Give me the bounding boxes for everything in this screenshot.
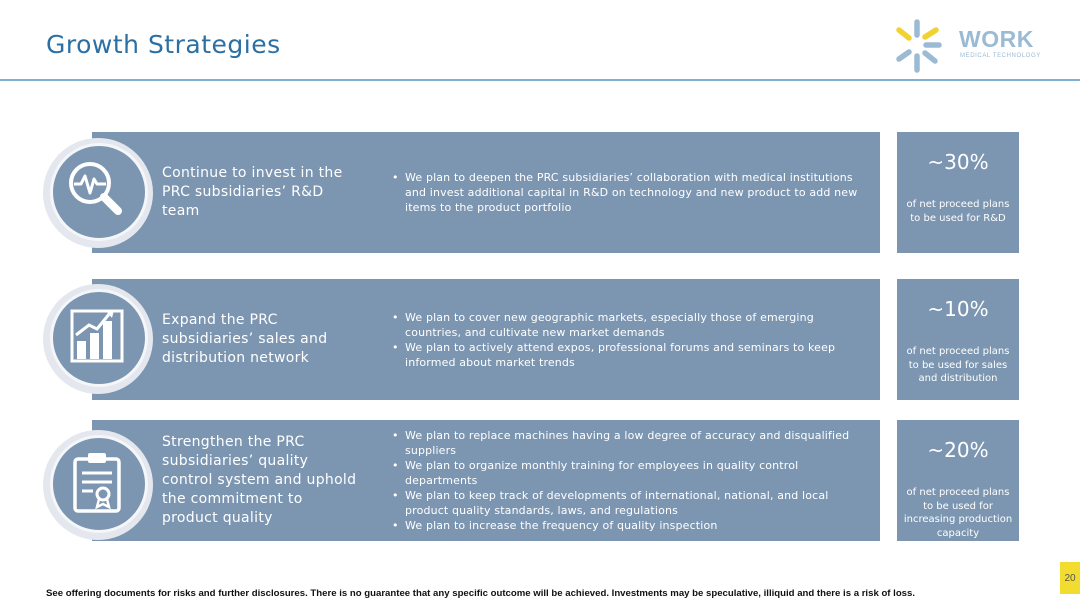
logo-wordmark: WORK bbox=[959, 26, 1034, 52]
certificate-clipboard-icon bbox=[62, 447, 134, 519]
allocation-description: of net proceed plans to be used for sales and distribution bbox=[906, 346, 1010, 384]
allocation-description: of net proceed plans to be used for increasing production capacity bbox=[903, 487, 1013, 539]
magnifier-pulse-icon bbox=[62, 155, 134, 227]
strategy-bullets bbox=[392, 279, 862, 400]
title-divider bbox=[0, 79, 1080, 81]
bullet-item: • We plan to organize monthly training for employees in quality control departments bbox=[392, 458, 862, 488]
strategy-heading: Expand the PRC subsidiaries’ sales and distribution network bbox=[162, 312, 328, 366]
logo-mark-icon bbox=[892, 16, 952, 74]
strategy-icon-badge bbox=[43, 430, 153, 540]
page-number-badge: 20 bbox=[1060, 562, 1080, 594]
page-title: Growth Strategies bbox=[46, 30, 281, 59]
allocation-percent: ~30% bbox=[927, 150, 989, 174]
strategy-bullets bbox=[392, 132, 862, 253]
growth-chart-icon bbox=[62, 301, 134, 373]
bullet-item: • We plan to increase the frequency of quality inspection bbox=[392, 518, 862, 533]
allocation-box-sales bbox=[897, 279, 1019, 400]
bullet-item: • We plan to deepen the PRC subsidiaries’ collaboration with medical institutions and invest additional capital in R&D on technology and new product to add new items to the product portfolio bbox=[392, 170, 862, 215]
disclaimer-text: See offering documents for risks and further disclosures. There is no guarantee that any specific outcome will be achieved. Investments may be speculative, illiquid and there is a risk of loss. bbox=[46, 588, 916, 599]
allocation-box-quality bbox=[897, 420, 1019, 541]
strategy-band-quality bbox=[92, 420, 880, 541]
logo-tagline: MEDICAL TECHNOLOGY bbox=[960, 53, 1041, 59]
allocation-percent: ~10% bbox=[927, 297, 989, 321]
strategy-icon-badge bbox=[43, 284, 153, 394]
bullet-item: • We plan to replace machines having a low degree of accuracy and disqualified suppliers bbox=[392, 428, 862, 458]
bullet-item: • We plan to actively attend expos, professional forums and seminars to keep informed about market trends bbox=[392, 340, 862, 370]
strategy-heading: Strengthen the PRC subsidiaries’ quality control system and uphold the commitment to product quality bbox=[162, 434, 357, 526]
strategy-icon-badge bbox=[43, 138, 153, 248]
allocation-description: of net proceed plans to be used for R&D bbox=[906, 199, 1010, 224]
strategy-band-rd bbox=[92, 132, 880, 253]
company-logo bbox=[892, 16, 1042, 74]
strategy-heading: Continue to invest in the PRC subsidiaries’ R&D team bbox=[162, 165, 343, 219]
allocation-box-rd bbox=[897, 132, 1019, 253]
strategy-band-sales bbox=[92, 279, 880, 400]
bullet-item: • We plan to cover new geographic markets, especially those of emerging countries, and cultivate new market demands bbox=[392, 310, 862, 340]
bullet-item: • We plan to keep track of developments of international, national, and local product quality standards, laws, and regulations bbox=[392, 488, 862, 518]
allocation-percent: ~20% bbox=[927, 438, 989, 462]
strategy-bullets bbox=[392, 420, 862, 541]
